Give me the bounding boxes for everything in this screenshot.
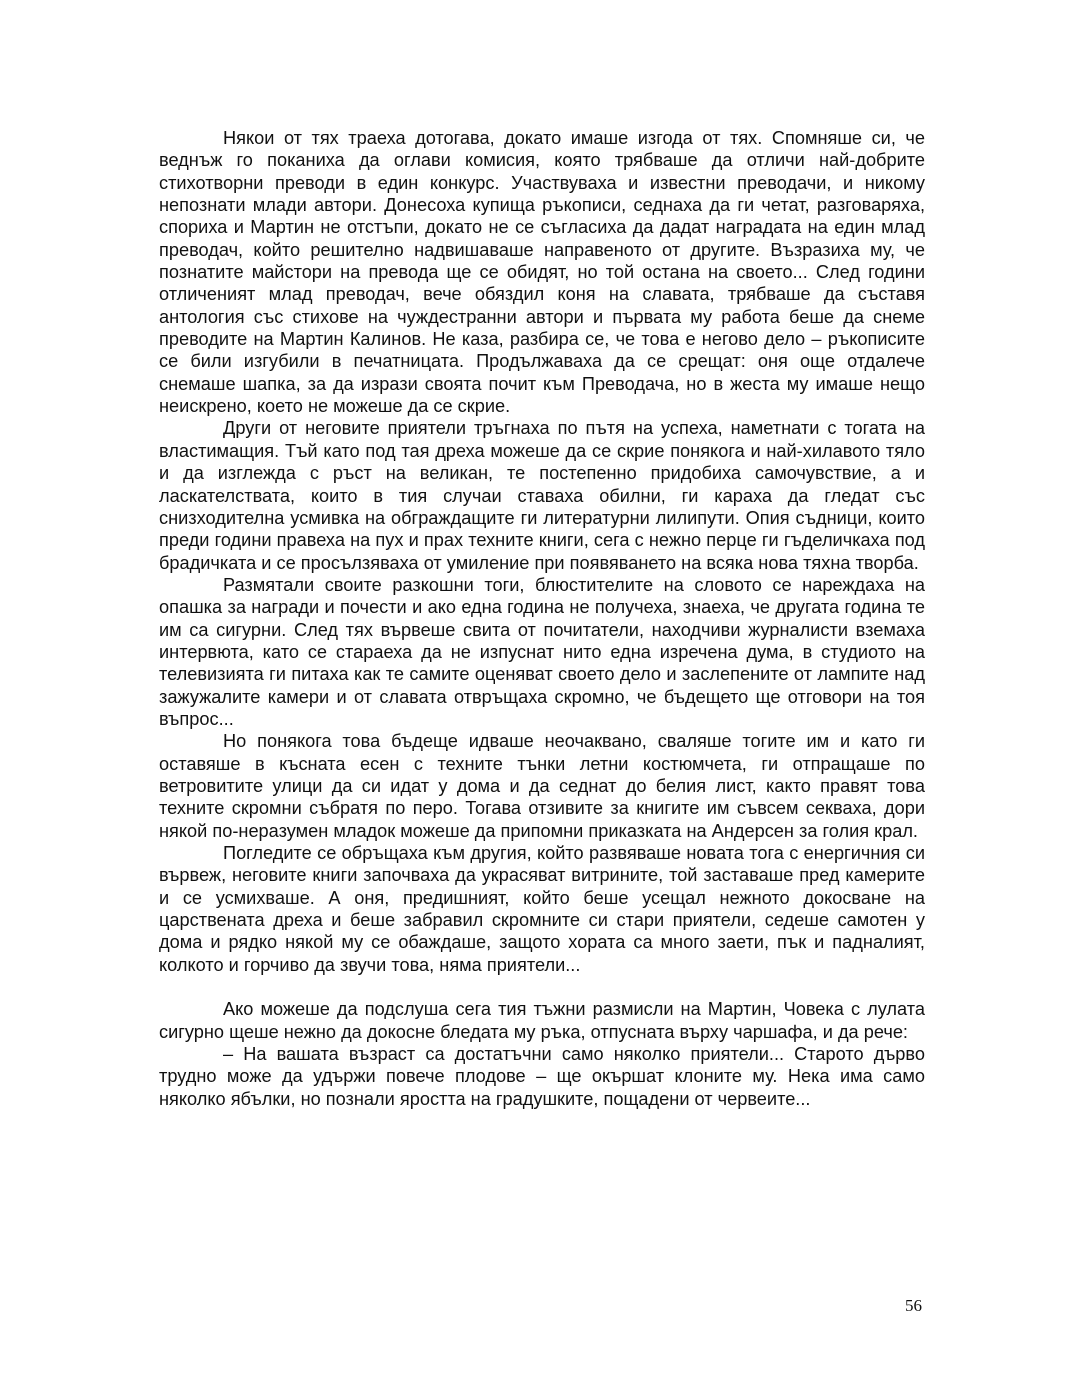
- page-number: 56: [905, 1296, 922, 1315]
- page-body: [159, 127, 925, 1110]
- paragraph-3: Размятали своите разкошни тоги, блюстителите на словото се нареждаха на опашка за награди и почести и ако една година не получеха, знаеха, че другата година те им са сигурни. След тях вървеше свита от почитатели, находчиви журналисти вземаха интервюта, като се стараеха да не изпуснат нито една изречена дума, в студиото на телевизията ги питаха как те самите оценяват своето дело и заслепените от лампите над зажужалите камери и от славата отвръщаха скромно, че бъдещето ще отговори на тоя въпрос...: [159, 574, 925, 729]
- paragraph-7: – На вашата възраст са достатъчни само няколко приятели... Старото дърво трудно може да удържи повече плодове – ще окършат клоните му. Нека има само няколко ябълки, но познали яростта на градушките, пощадени от червеите...: [159, 1044, 925, 1109]
- paragraph-6: Ако можеше да подслуша сега тия тъжни размисли на Мартин, Човека с лулата сигурно щеше нежно да докосне бледата му ръка, отпусната върху чаршафа, и да рече:: [159, 999, 925, 1042]
- paragraph-2: Други от неговите приятели тръгнаха по пътя на успеха, наметнати с тогата на властимащия. Тъй като под тая дреха можеше да се скрие понякога и най-хилавото тяло и да изглежда с ръст на великан, те постепенно придобиха самочувствие, а и ласкателствата, които в тия случаи ставаха обилни, ги караха да гледат със снизходителна усмивка на обграждащите ги литературни лилипути. Опия съдници, които преди години правеха на пух и прах техните книги, сега с нежно перце ги гъделичкаха под брадичката и се просълзяваха от умиление при появяването на всяка нова тяхна творба.: [159, 418, 925, 573]
- paragraph-4: Но понякога това бъдеще идваше неочаквано, сваляше тогите им и като ги оставяше в късната есен с техните тънки летни костюмчета, ги отпращаше по ветровитите улици да си идат у дома и да седнат до белия лист, както правят това техните скромни събратя по перо. Тогава отзивите за книгите им съвсем секваха, дори някой по-неразумен младок можеше да припомни приказката на Андерсен за голия крал.: [159, 731, 925, 841]
- paragraph-5: Погледите се обръщаха към другия, който развяваше новата тога с енергичния си вървеж, неговите книги започваха да украсяват витрините, той заставаше пред камерите и се усмихваше. А оня, предишният, който беше усещал нежното докосване на царствената дреха и беше забравил скромните си стари приятели, седеше самотен у дома и рядко някой му се обаждаше, защото хората са много заети, пък и падналият, колкото и горчиво да звучи това, няма приятели...: [159, 843, 925, 975]
- paragraph-1: Някои от тях траеха дотогава, докато имаше изгода от тях. Спомняше си, че веднъж го поканиха да оглави комисия, която трябваше да отличи най-добрите стихотворни преводи в един конкурс. Участвуваха и известни преводачи, и никому непознати млади автори. Донесоха купища ръкописи, седнаха да ги четат, разговаряха, спориха и Мартин не отстъпи, докато не се съгласиха да дадат наградата на един млад преводач, който решително надвишаваше направеното от другите. Възразиха му, че познатите майстори на превода ще се обидят, но той остана на своето... След години отличеният млад преводач, вече обяздил коня на славата, трябваше да съставя антология със стихове на чуждестранни автори и първата му работа беше да снеме преводите на Мартин Калинов. Не каза, разбира се, че това е негово дело – ръкописите се били изгубили в печатницата. Продължаваха да се срещат: оня още отдалече снемаше шапка, за да изрази своята почит към Преводача, но в жеста му имаше нещо неискрено, което не можеше да се скрие.: [159, 128, 925, 417]
